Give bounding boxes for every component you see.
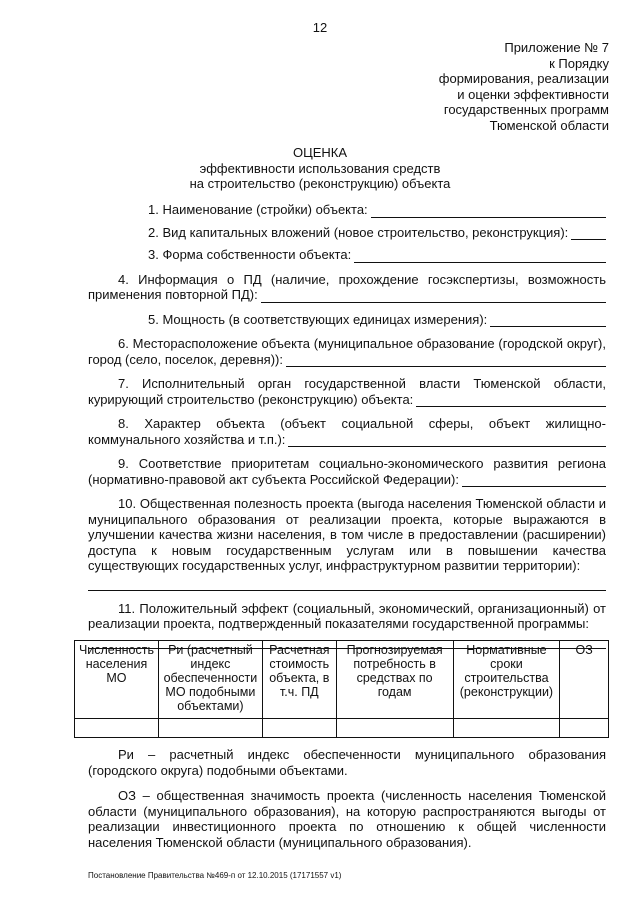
appendix-line: Приложение № 7 [504,40,609,55]
form-item-label: 6. Месторасположение объекта (муниципальное образование (городской округ), [118,336,606,351]
form-item-label: 9. Соответствие приоритетам социально-экономического развития региона [118,456,606,471]
form-item-label: 1. Наименование (стройки) объекта: [148,202,368,217]
fill-line[interactable] [571,227,606,240]
fill-line[interactable] [286,354,606,367]
form-item-label: применения повторной ПД): [88,287,258,302]
table-cell[interactable] [158,719,262,738]
appendix-line: Тюменской области [489,117,609,133]
form-item-label: 10. Общественная полезность проекта (выгода населения Тюменской области и муниципального образования от реализации проекта, которые выражаются в улучшении качества жизни населения, в том числе в предоставлении (расширении) доступа к новым государственным услугам или в повышении качества существующих государственных услуг, инфраструктурном развитии территории): [88,496,606,573]
form-item-2 [88,225,606,241]
form-item-3 [88,247,606,263]
form-item-label: коммунального хозяйства и т.п.): [88,431,286,447]
form-items [88,202,606,655]
fill-line[interactable] [371,205,606,218]
table-cell[interactable] [453,719,560,738]
form-item-1 [88,202,606,218]
fill-line[interactable] [490,314,606,327]
fill-line[interactable] [354,250,606,263]
form-item-label: 4. Информация о ПД (наличие, прохождение госэкспертизы, возможность [118,271,606,287]
appendix-line: и оценки эффективности [457,86,609,102]
appendix-line: к Порядку [549,55,609,71]
table-header-population: Численность населения МО [75,641,159,719]
table-header-terms: Нормативные сроки строительства (реконструкции) [453,641,560,719]
form-item-7 [88,376,606,407]
table-header-row [75,641,609,719]
table-header-forecast: Прогнозируемая потребность в средствах по годам [336,641,453,719]
table-cell[interactable] [560,719,609,738]
form-item-label: город (село, поселок, деревня)): [88,351,283,367]
appendix-line: формирования, реализации [438,71,609,86]
document-title-block [0,145,640,192]
notes [88,747,606,860]
table-header-ri: Ри (расчетный индекс обеспеченности МО подобными объектами) [158,641,262,719]
document-subtitle-line: эффективности использования средств [199,160,441,176]
table-header-cost: Расчетная стоимость объекта, в т.ч. ПД [262,641,336,719]
form-item-5 [88,312,606,328]
table-row [75,719,609,738]
form-item-label: (нормативно-правовой акт субъекта Российской Федерации): [88,471,459,487]
form-item-label: 7. Исполнительный орган государственной власти Тюменской области, [118,376,606,391]
note-ri: Ри – расчетный индекс обеспеченности муниципального образования (городского округа) подобными объектами. [88,747,606,778]
form-item-4 [88,272,606,303]
table-cell[interactable] [262,719,336,738]
form-item-label: 11. Положительный эффект (социальный, экономический, организационный) от реализации проекта, подтвержденный показателями государственной программы: [88,600,606,631]
fill-line[interactable] [288,434,606,447]
table-header-oz: ОЗ [560,641,609,719]
document-subtitle-line: на строительство (реконструкцию) объекта [189,176,451,191]
note-oz: ОЗ – общественная значимость проекта (численность населения Тюменской области (муниципального образования), на которую распространяются выгоды от реализации инвестиционного проекта по отношению к общей численности населения Тюменской области (муниципального образования). [88,788,606,850]
form-item-label: 8. Характер объекта (объект социальной сферы, объект жилищно- [118,416,606,431]
evaluation-table [74,640,609,738]
fill-line[interactable] [462,474,606,487]
appendix-line: государственных программ [443,102,609,117]
form-item-label: 5. Мощность (в соответствующих единицах измерения): [148,311,488,327]
fill-line[interactable] [416,394,606,407]
appendix-heading [439,40,609,133]
page-number: 12 [312,20,328,35]
form-item-9 [88,456,606,487]
form-item-6 [88,336,606,367]
document-title: ОЦЕНКА [292,145,348,160]
form-item-label: 2. Вид капитальных вложений (новое строительство, реконструкция): [148,224,569,240]
form-item-8 [88,416,606,447]
form-item-10 [88,496,606,591]
fill-line[interactable] [261,290,606,303]
fill-line[interactable] [88,578,606,591]
form-item-label: курирующий строительство (реконструкцию) объекта: [88,391,414,407]
form-item-label: 3. Форма собственности объекта: [148,247,352,262]
table-cell[interactable] [75,719,159,738]
table-cell[interactable] [336,719,453,738]
footer-citation: Постановление Правительства №469-п от 12.10.2015 (17171557 v1) [88,871,342,880]
